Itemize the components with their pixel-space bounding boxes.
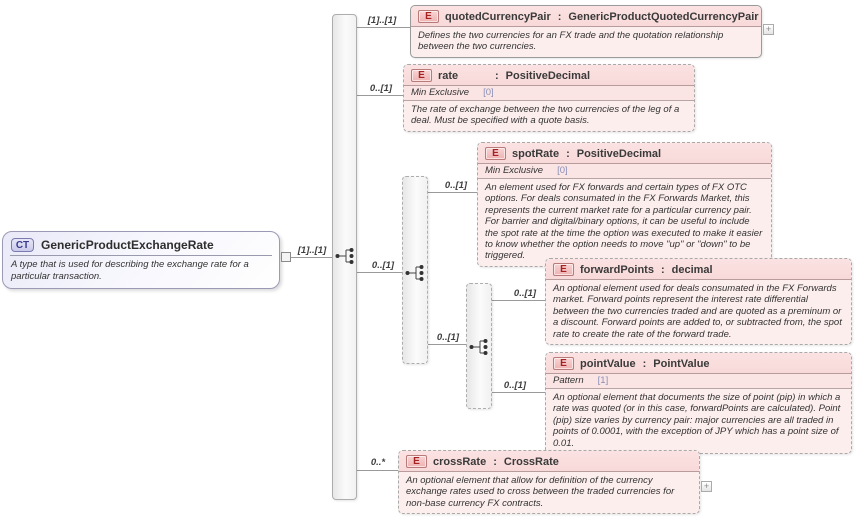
type-separator: : bbox=[495, 69, 499, 82]
facet-row bbox=[546, 374, 851, 389]
facet-row bbox=[404, 86, 694, 101]
connector-line bbox=[357, 470, 398, 471]
connector-line bbox=[428, 192, 477, 193]
cardinality-label: 0..[1] bbox=[444, 180, 468, 191]
facet-label: Min Exclusive bbox=[485, 165, 544, 176]
element-cross-rate[interactable] bbox=[398, 450, 700, 514]
connector-line bbox=[291, 257, 332, 258]
type-separator: : bbox=[642, 357, 647, 370]
element-header bbox=[546, 353, 851, 374]
facet-value: [0] bbox=[557, 165, 568, 176]
element-forward-points[interactable] bbox=[545, 258, 852, 345]
element-name: forwardPoints bbox=[580, 263, 654, 276]
element-quoted-currency-pair[interactable] bbox=[410, 5, 762, 58]
element-header bbox=[546, 259, 851, 280]
facet-value: [1] bbox=[597, 375, 609, 386]
facet-row bbox=[478, 164, 771, 179]
element-point-value[interactable] bbox=[545, 352, 852, 454]
element-icon: E bbox=[553, 357, 574, 370]
element-annotation: An optional element that documents the size of point (pip) in which a rate was quoted (or in this case, forwardPoints are calculated). Point (pip) size varies by currency pair: major currencies are all traded in points of 0.0001, with the exception of JPY which has a point size of 0.01. bbox=[553, 392, 841, 449]
complex-type-generic-product-exchange-rate[interactable] bbox=[2, 231, 280, 289]
complex-type-icon: CT bbox=[11, 238, 34, 252]
cardinality-label: 0..[1] bbox=[371, 260, 395, 271]
facet-value: [0] bbox=[483, 87, 494, 98]
element-header bbox=[478, 143, 771, 164]
element-annotation: The rate of exchange between the two currencies of the leg of a deal. Must be specified with a quote basis. bbox=[411, 104, 680, 127]
facet-label: Min Exclusive bbox=[411, 87, 470, 98]
element-name: crossRate bbox=[433, 455, 487, 468]
expand-icon[interactable]: + bbox=[763, 24, 774, 35]
element-spot-rate[interactable] bbox=[477, 142, 772, 267]
element-annotation: An element used for FX forwards and certain types of FX OTC options. For deals consumated in the FX Forwards Market, this represents the current market rate for a particular currency pair. For barrier and digital/binary options, it can be useful to include the spot rate at the time the option was executed to make it easier to know whether the option needs to move "up" or "down" to be triggered. bbox=[485, 182, 763, 262]
element-icon: E bbox=[553, 263, 574, 276]
element-icon: E bbox=[411, 69, 432, 82]
element-header bbox=[399, 451, 699, 472]
cardinality-label: 0..[1] bbox=[503, 380, 527, 391]
element-type: PositiveDecimal bbox=[576, 147, 662, 160]
type-separator: : bbox=[660, 263, 665, 276]
connector-line bbox=[492, 300, 545, 301]
cardinality-label: 0..* bbox=[370, 457, 386, 468]
element-type: PositiveDecimal bbox=[505, 69, 591, 82]
sequence-icon bbox=[404, 263, 426, 288]
expand-icon[interactable]: + bbox=[701, 481, 712, 492]
complex-type-name: GenericProductExchangeRate bbox=[41, 238, 214, 252]
cardinality-label: [1]..[1] bbox=[367, 15, 397, 26]
element-name: rate bbox=[438, 69, 459, 82]
collapse-handle[interactable] bbox=[281, 252, 291, 262]
element-name: spotRate bbox=[512, 147, 560, 160]
element-name: pointValue bbox=[580, 357, 636, 370]
element-icon: E bbox=[485, 147, 506, 160]
element-icon: E bbox=[406, 455, 427, 468]
complex-type-annotation: A type that is used for describing the exchange rate for a particular transaction. bbox=[11, 259, 249, 282]
type-separator: : bbox=[493, 455, 497, 468]
connector-line bbox=[428, 344, 466, 345]
element-type: GenericProductQuotedCurrencyPair bbox=[568, 10, 759, 23]
cardinality-label: 0..[1] bbox=[513, 288, 537, 299]
element-annotation: An optional element used for deals consumated in the FX Forwards market. Forward points represent the interest rate differential between the two currencies traded and are quoted as a preminum or a discount. Forward points are added to, or subtracted from, the spot rate to create the rate of the forward trade. bbox=[553, 283, 842, 340]
type-separator: : bbox=[566, 147, 570, 160]
sequence-icon bbox=[468, 337, 490, 362]
element-type: decimal bbox=[671, 263, 713, 276]
connector-line bbox=[492, 392, 545, 393]
connector-line bbox=[357, 95, 403, 96]
element-header bbox=[404, 65, 694, 86]
element-name: quotedCurrencyPair bbox=[445, 10, 551, 23]
cardinality-label: 0..[1] bbox=[436, 332, 460, 343]
element-annotation: Defines the two currencies for an FX trade and the quotation relationship between the two currencies. bbox=[418, 30, 724, 53]
element-icon: E bbox=[418, 10, 439, 23]
cardinality-label: 0..[1] bbox=[369, 83, 393, 94]
sequence-icon bbox=[334, 246, 356, 271]
facet-label: Pattern bbox=[553, 375, 584, 386]
cardinality-label: [1]..[1] bbox=[297, 245, 327, 256]
element-type: CrossRate bbox=[503, 455, 559, 468]
element-rate[interactable] bbox=[403, 64, 695, 132]
connector-line bbox=[357, 272, 402, 273]
connector-line bbox=[357, 27, 410, 28]
complex-type-header bbox=[10, 232, 272, 256]
element-annotation: An optional element that allow for definition of the currency exchange rates used to cross between the traded currencies for non-base currency FX contracts. bbox=[406, 475, 675, 509]
type-separator: : bbox=[557, 10, 562, 23]
element-header bbox=[411, 6, 761, 27]
element-type: PointValue bbox=[653, 357, 710, 370]
